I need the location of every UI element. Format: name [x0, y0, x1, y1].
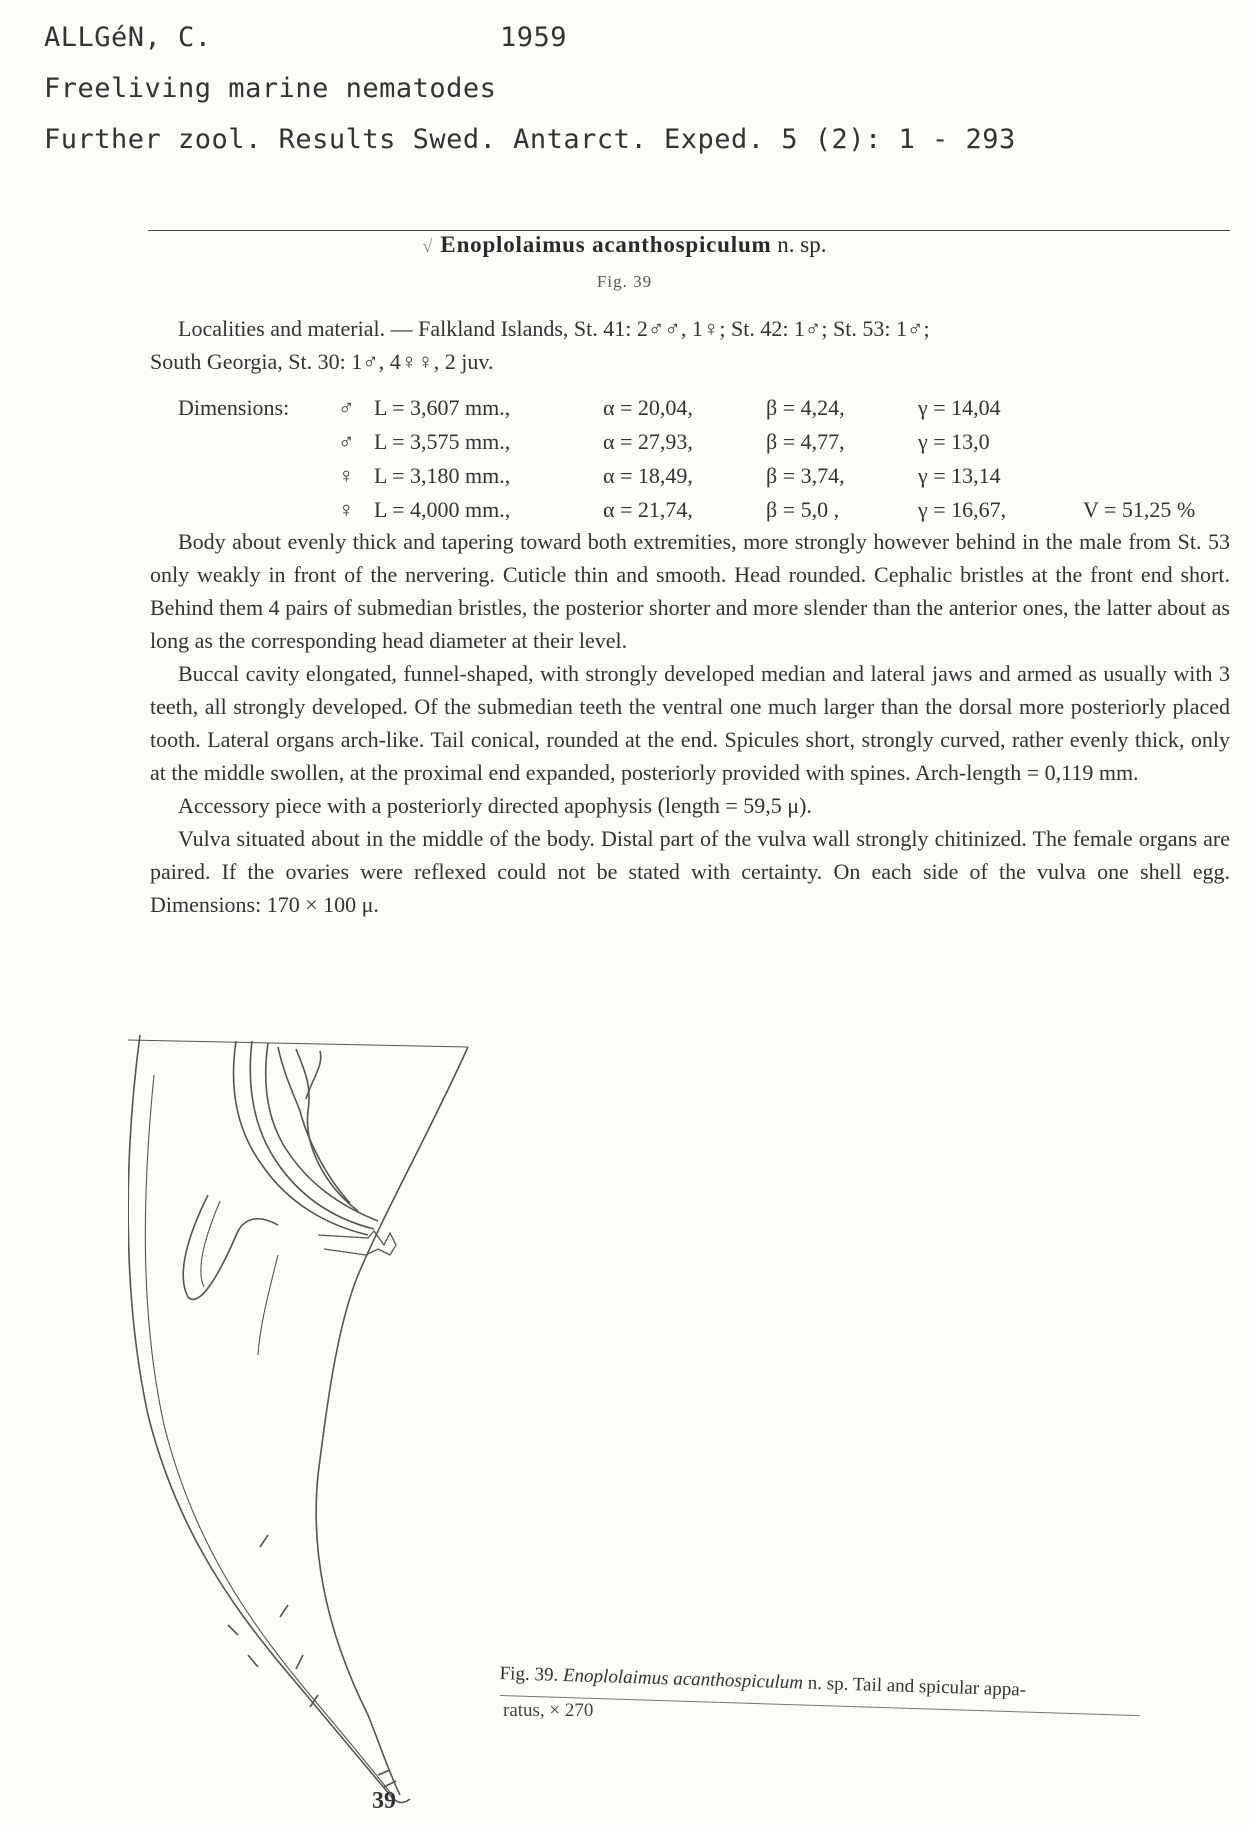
vulva-value: V = 51,25 %: [1083, 497, 1196, 522]
reference-author: ALLGéN, C.: [44, 22, 212, 53]
gamma-value: γ = 14,04: [918, 395, 1001, 420]
species-heading: [0, 232, 1249, 258]
description-section: [150, 525, 1230, 921]
length-value: L = 3,607 mm.,: [374, 395, 511, 420]
beta-value: β = 5,0 ,: [766, 497, 840, 522]
reference-year: 1959: [500, 22, 568, 53]
sex-symbol: ♀: [338, 463, 355, 488]
description-paragraph: Body about evenly thick and tapering toward both extremities, more strongly however behind in the male from St. 53 only weakly in front of the nervering. Cuticle thin and smooth. Head rounded. Cephalic bristles at the front end short. Behind them 4 pairs of submedian bristles, the posterior shorter and more slender than the anterior ones, the latter about as long as the corresponding head diameter at their level.: [150, 529, 1230, 653]
alpha-value: α = 20,04,: [603, 395, 693, 420]
description-paragraph: Accessory piece with a posteriorly directed apophysis (length = 59,5 μ).: [178, 793, 812, 818]
check-mark-icon: √: [422, 236, 433, 256]
localities-line-1: Localities and material. — Falkland Islands, St. 41: 2♂♂, 1♀; St. 42: 1♂; St. 53: 1♂;: [178, 316, 930, 341]
localities-line-2: South Georgia, St. 30: 1♂, 4♀♀, 2 juv.: [150, 349, 494, 374]
reference-journal: Further zool. Results Swed. Antarct. Exped. 5 (2): 1 - 293: [44, 124, 1016, 155]
header-rule: [148, 230, 1230, 231]
description-paragraph: Vulva situated about in the middle of the body. Distal part of the vulva wall strongly chitinized. The female organs are paired. If the ovaries were reflexed could not be stated with certainty. On each side of the vulva one shell egg. Dimensions: 170 × 100 μ.: [150, 826, 1230, 917]
beta-value: β = 4,24,: [766, 395, 845, 420]
length-value: L = 3,180 mm.,: [374, 463, 511, 488]
alpha-value: α = 18,49,: [603, 463, 693, 488]
figure-caption-line-2: ratus, × 270: [503, 1700, 594, 1721]
species-name: Enoplolaimus acanthospiculum: [440, 232, 772, 257]
gamma-value: γ = 13,14: [918, 463, 1001, 488]
caption-species: Enoplolaimus acanthospiculum: [562, 1664, 804, 1694]
figure-number: 39: [372, 1788, 396, 1814]
beta-value: β = 3,74,: [766, 463, 845, 488]
alpha-value: α = 21,74,: [603, 497, 693, 522]
description-paragraph: Buccal cavity elongated, funnel-shaped, with strongly developed median and lateral jaws and armed as usually with 3 teeth, all strongly developed. Of the submedian teeth the ventral one much larger than the dorsal more posteriorly placed tooth. Lateral organs arch-like. Tail conical, rounded at the end. Spicules short, strongly curved, rather evenly thick, only at the middle swollen, at the proximal end expanded, posteriorly provided with spines. Arch-length = 0,119 mm.: [150, 661, 1230, 785]
alpha-value: α = 27,93,: [603, 429, 693, 454]
sex-symbol: ♂: [338, 395, 355, 420]
dimensions-label: Dimensions:: [178, 395, 290, 420]
species-suffix: n. sp.: [777, 232, 827, 257]
sex-symbol: ♀: [338, 497, 355, 522]
beta-value: β = 4,77,: [766, 429, 845, 454]
caption-prefix: Fig. 39.: [499, 1663, 559, 1686]
caption-rest: n. sp. Tail and spicular appa-: [807, 1672, 1027, 1701]
gamma-value: γ = 16,67,: [918, 497, 1007, 522]
sex-symbol: ♂: [338, 429, 355, 454]
figure-reference: Fig. 39: [596, 272, 653, 291]
reference-title: Freeliving marine nematodes: [44, 73, 497, 104]
gamma-value: γ = 13,0: [918, 429, 990, 454]
localities-section: [150, 312, 1230, 378]
length-value: L = 3,575 mm.,: [374, 429, 511, 454]
length-value: L = 4,000 mm.,: [374, 497, 511, 522]
